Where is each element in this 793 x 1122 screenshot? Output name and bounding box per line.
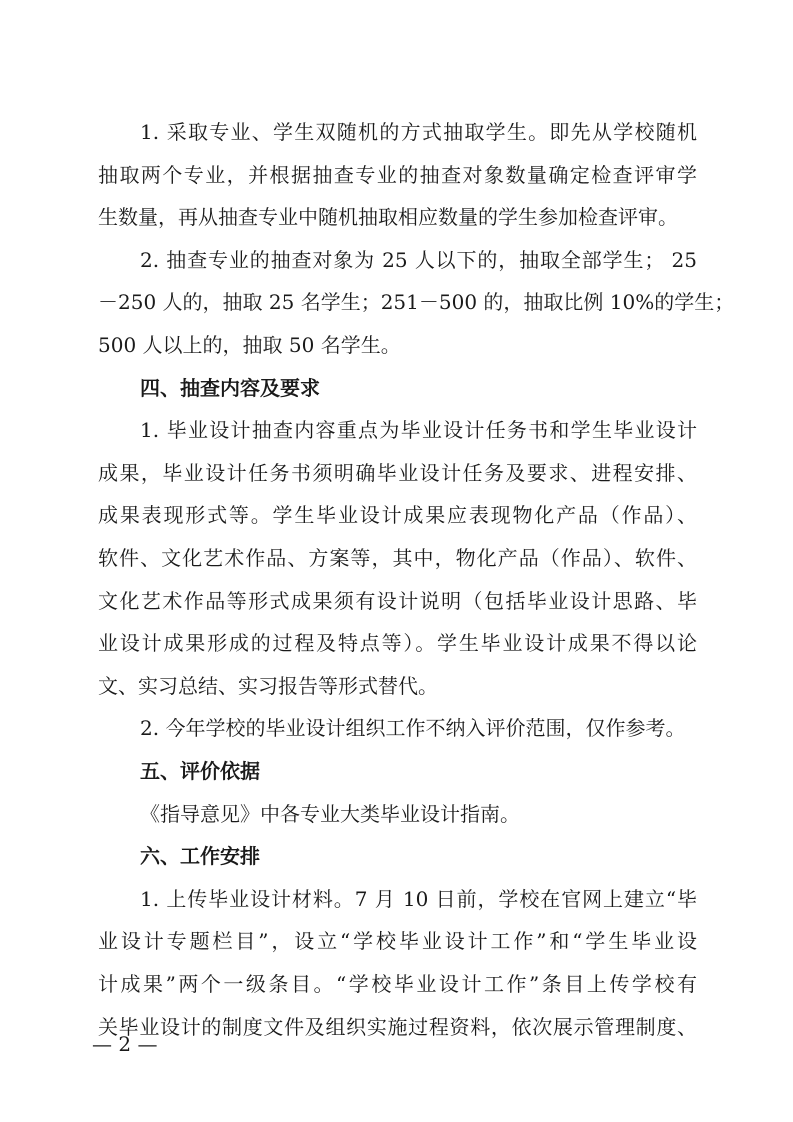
- text-line: 1. 上传毕业设计材料。7 月 10 日前，学校在官网上建立“毕: [140, 887, 697, 911]
- text-line: 成果，毕业设计任务书须明确毕业设计任务及要求、进程安排、: [98, 461, 697, 485]
- text-line: 2. 抽查专业的抽查对象为 25 人以下的，抽取全部学生； 25: [140, 248, 697, 272]
- text-line: 《指导意见》中各专业大类毕业设计指南。: [140, 802, 520, 826]
- text-line: 计成果”两个一级条目。“学校毕业设计工作”条目上传学校有: [98, 972, 697, 996]
- text-line: 500 人以上的，抽取 50 名学生。: [98, 333, 401, 357]
- text-line: 文化艺术作品等形式成果须有设计说明（包括毕业设计思路、毕: [98, 589, 697, 613]
- text-line: 业设计专题栏目”，设立“学校毕业设计工作”和“学生毕业设: [98, 929, 697, 953]
- text-line: 1. 采取专业、学生双随机的方式抽取学生。即先从学校随机: [140, 120, 697, 144]
- text-line: 2. 今年学校的毕业设计组织工作不纳入评价范围，仅作参考。: [140, 716, 686, 740]
- section-heading: 四、抽查内容及要求: [140, 376, 320, 400]
- text-line: 软件、文化艺术作品、方案等，其中，物化产品（作品）、软件、: [98, 546, 697, 570]
- text-line: 关毕业设计的制度文件及组织实施过程资料，依次展示管理制度、: [98, 1015, 697, 1039]
- page-number: — 2 —: [92, 1032, 158, 1056]
- text-line: 成果表现形式等。学生毕业设计成果应表现物化产品（作品）、: [98, 503, 697, 527]
- text-line: －250 人的，抽取 25 名学生；251－500 的，抽取比例 10%的学生；: [98, 290, 735, 314]
- section-heading: 五、评价依据: [140, 759, 260, 783]
- text-line: 业设计成果形成的过程及特点等）。学生毕业设计成果不得以论: [98, 631, 697, 655]
- text-line: 文、实习总结、实习报告等形式替代。: [98, 674, 438, 698]
- section-heading: 六、工作安排: [140, 844, 260, 868]
- text-line: 抽取两个专业，并根据抽查专业的抽查对象数量确定检查评审学: [98, 163, 697, 187]
- text-line: 生数量，再从抽查专业中随机抽取相应数量的学生参加检查评审。: [98, 205, 678, 229]
- text-line: 1. 毕业设计抽查内容重点为毕业设计任务书和学生毕业设计: [140, 418, 697, 442]
